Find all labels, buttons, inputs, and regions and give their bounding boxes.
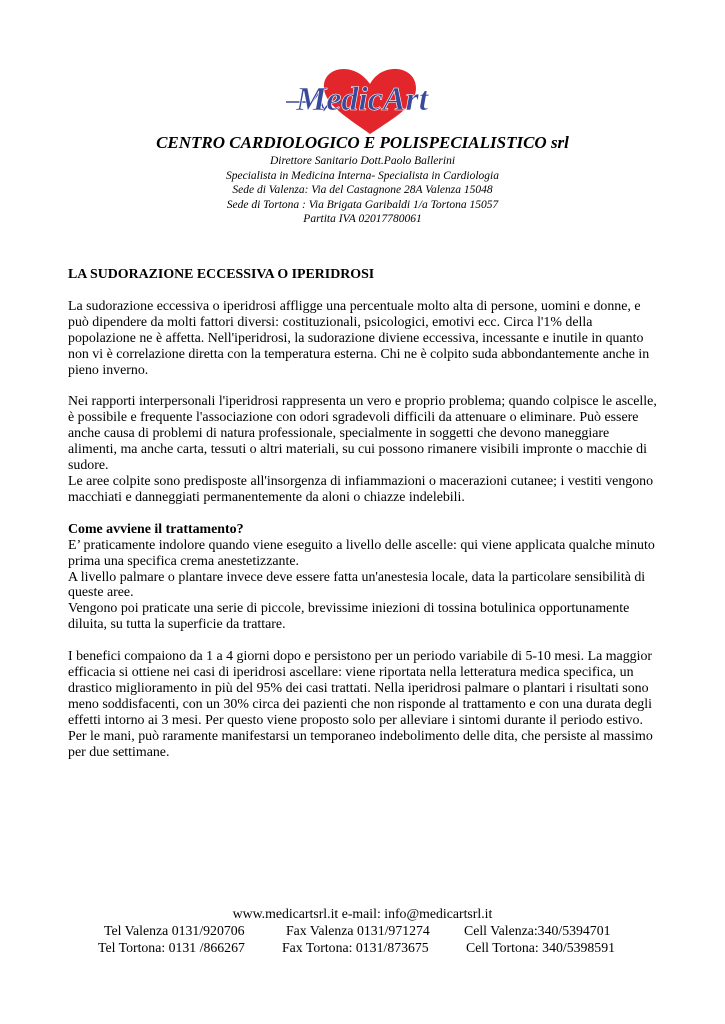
medicart-logo <box>282 62 458 140</box>
tortona-address: Sede di Tortona : Via Brigata Garibaldi 1/a Tortona 15057 <box>226 198 499 211</box>
cell-valenza: Cell Valenza:340/5394701 <box>464 923 611 938</box>
paragraph: Per le mani, può raramente manifestarsi un temporaneo indebolimento delle dita, che persiste al massimo per due settimane. <box>68 728 653 760</box>
paragraph: Vengono poi praticate una serie di piccole, brevissime iniezioni di tossina botulinica opportunamente diluita, su tutta la superficie da trattare. <box>68 601 630 633</box>
paragraph: A livello palmare o plantare invece deve essere fatta un'anestesia locale, data la particolare sensibilità di queste aree. <box>68 569 646 601</box>
paragraph: Nei rapporti interpersonali l'iperidrosi rappresenta un vero e proprio problema; quando colpisce le ascelle, è possibile e frequente l'associazione con odori sgradevoli difficili da attenuare o eliminare. Può essere anche causa di problemi di natura professionale, specialmente in soggetti che devono maneggiare alimenti, ma anche carta, tessuti o altri materiali, su cui possono rimanere visibili impronte o macchie di sudore. <box>68 394 657 474</box>
document-body <box>68 267 658 760</box>
fax-valenza: Fax Valenza 0131/971274 <box>286 923 430 938</box>
section-heading: Come avviene il trattamento? <box>68 521 244 537</box>
document-heading: LA SUDORAZIONE ECCESSIVA O IPERIDROSI <box>68 267 375 282</box>
cell-tortona: Cell Tortona: 340/5398591 <box>466 940 616 955</box>
director-line: Direttore Sanitario Dott.Paolo Ballerini <box>269 155 456 167</box>
footer-web-email: www.medicartsrl.it e-mail: info@medicartsrl.it <box>232 906 493 921</box>
header-info <box>0 154 725 227</box>
logo-text: MedicArt <box>296 81 429 118</box>
tel-valenza: Tel Valenza 0131/920706 <box>104 923 245 938</box>
paragraph: La sudorazione eccessiva o iperidrosi affligge una percentuale molto alta di persone, uomini e donne, e può dipendere da molti fattori diversi: costituzionali, psicologici, emotivi ecc. Circa l'1% della popolazione ne è affetta. Nell'iperidrosi, la sudorazione diviene eccessiva, incessante e inutile in quanto non vi è correlazione diretta con la temperatura esterna. Chi ne è colpito suda abbondantemente anche in pieno inverno. <box>68 298 650 378</box>
vat-number: Partita IVA 02017780061 <box>303 213 422 226</box>
paragraph: I benefici compaiono da 1 a 4 giorni dopo e persistono per un periodo variabile di 5-10 mesi. La maggior efficacia si ottiene nei casi di iperidrosi ascellare: viene riportata nella letteratura medica specifica, un drastico miglioramento in più del 95% dei casi trattati. Nella iperidrosi palmare o plantari i risultati sono meno soddisfacenti, con un 30% circa dei pazienti che non risponde al trattamento e con una durata degli effetti intorno ai 3 mesi. Per questo viene proposto solo per alleviare i sintomi durante il periodo estivo. <box>68 649 653 728</box>
valenza-address: Sede di Valenza: Via del Castagnone 28A Valenza 15048 <box>232 184 493 197</box>
paragraph: E’ praticamente indolore quando viene eseguito a livello delle ascelle: qui viene applicata qualche minuto prima una specifica crema anestetizzante. <box>68 537 655 569</box>
paragraph: Le aree colpite sono predisposte all'insorgenza di infiammazioni o macerazioni cutanee; i vestiti vengono macchiati e danneggiati permanentemente da aloni o chiazze indelebili. <box>68 473 654 505</box>
tel-tortona: Tel Tortona: 0131 /866267 <box>98 940 245 955</box>
company-title: CENTRO CARDIOLOGICO E POLISPECIALISTICO srl <box>156 133 569 152</box>
fax-tortona: Fax Tortona: 0131/873675 <box>282 940 429 955</box>
specialist-line: Specialista in Medicina Interna- Specialista in Cardiologia <box>226 169 499 182</box>
